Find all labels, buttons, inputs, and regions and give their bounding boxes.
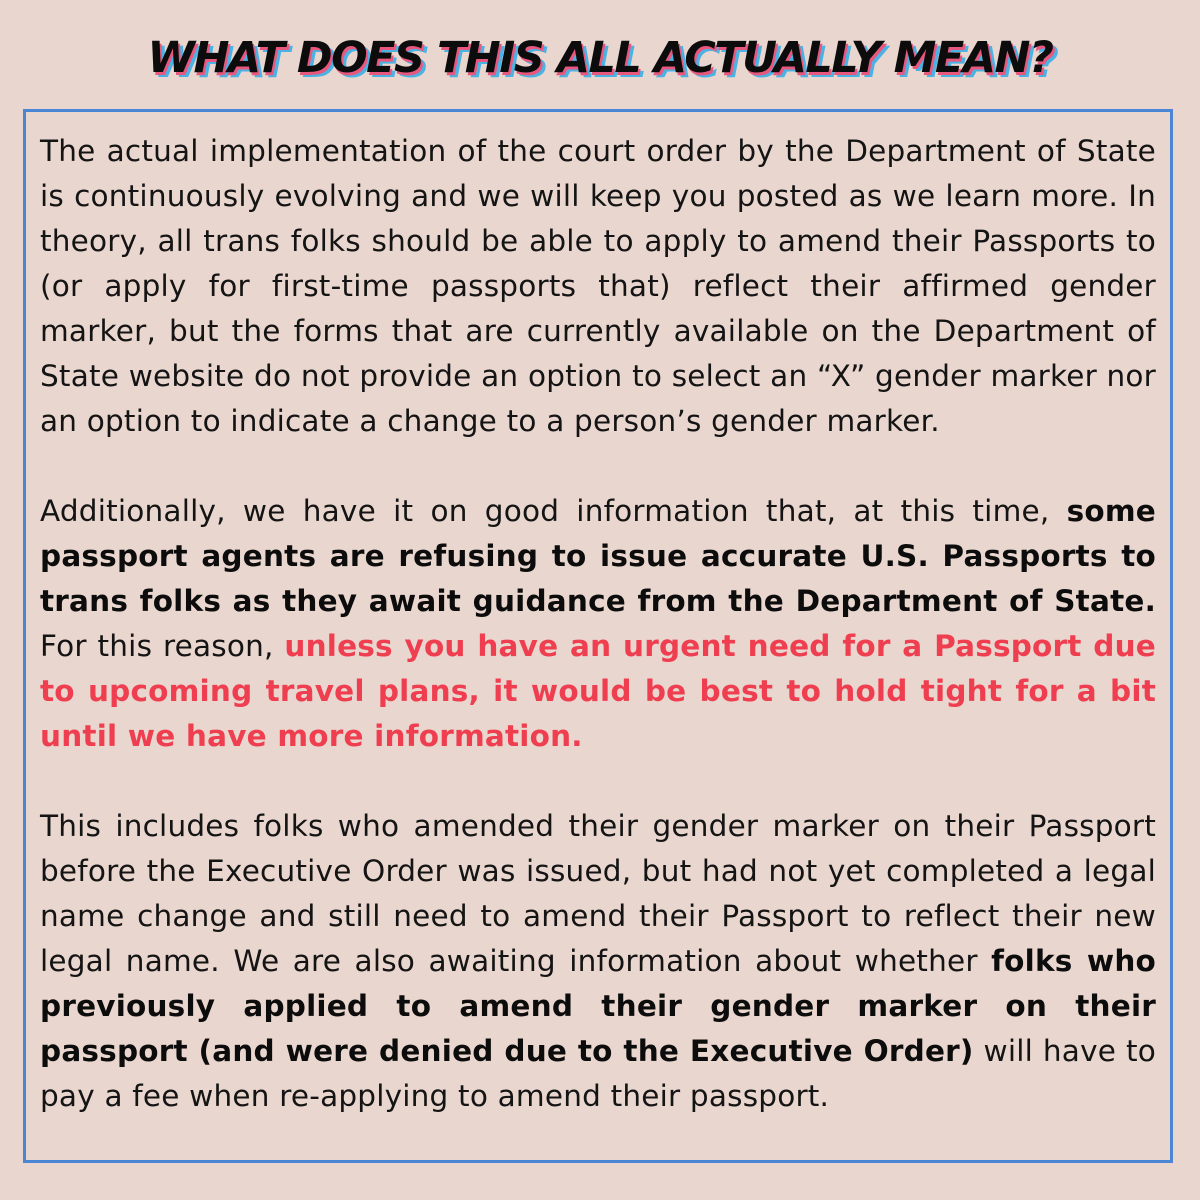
paragraph-agents-intro: Additionally, we have it on good information that, at this time, bbox=[40, 494, 1067, 528]
paragraph-agents-reason: For this reason, bbox=[40, 629, 285, 663]
agents-refusing-bold: some passport agents are refusing to issue accurate U.S. Passports to trans folks as they await guidance from the Department of State. bbox=[40, 494, 1156, 618]
paragraph-name-change bbox=[40, 804, 1156, 1119]
paragraph-implementation-text: The actual implementation of the court order by the Department of State is continuously evolving and we will keep you posted as we learn more. In theory, all trans folks should be able to apply to amend their Passports to (or apply for first-time passports that) reflect their affirmed gender marker, but the forms that are currently available on the Department of State website do not provide an option to select an “X” gender marker nor an option to indicate a change to a person’s gender marker. bbox=[40, 134, 1156, 438]
content-box bbox=[23, 109, 1173, 1163]
paragraph-name-change-intro: This includes folks who amended their gender marker on their Passport before the Executive Order was issued, but had not yet completed a legal name change and still need to amend their Passport to reflect their new legal name. We are also awaiting information about whether bbox=[40, 809, 1156, 978]
paragraph-name-change-fee: will have to pay a fee when re-applying to amend their passport. bbox=[40, 1034, 1156, 1113]
paragraph-agents bbox=[40, 489, 1156, 759]
hold-tight-warning: unless you have an urgent need for a Passport due to upcoming travel plans, it would be best to hold tight for a bit until we have more information. bbox=[40, 629, 1156, 753]
denied-applicants-bold: folks who previously applied to amend their gender marker on their passport (and were denied due to the Executive Order) bbox=[40, 944, 1156, 1068]
paragraph-implementation bbox=[40, 129, 1156, 444]
page-title: WHAT DOES THIS ALL ACTUALLY MEAN? bbox=[147, 33, 1053, 83]
